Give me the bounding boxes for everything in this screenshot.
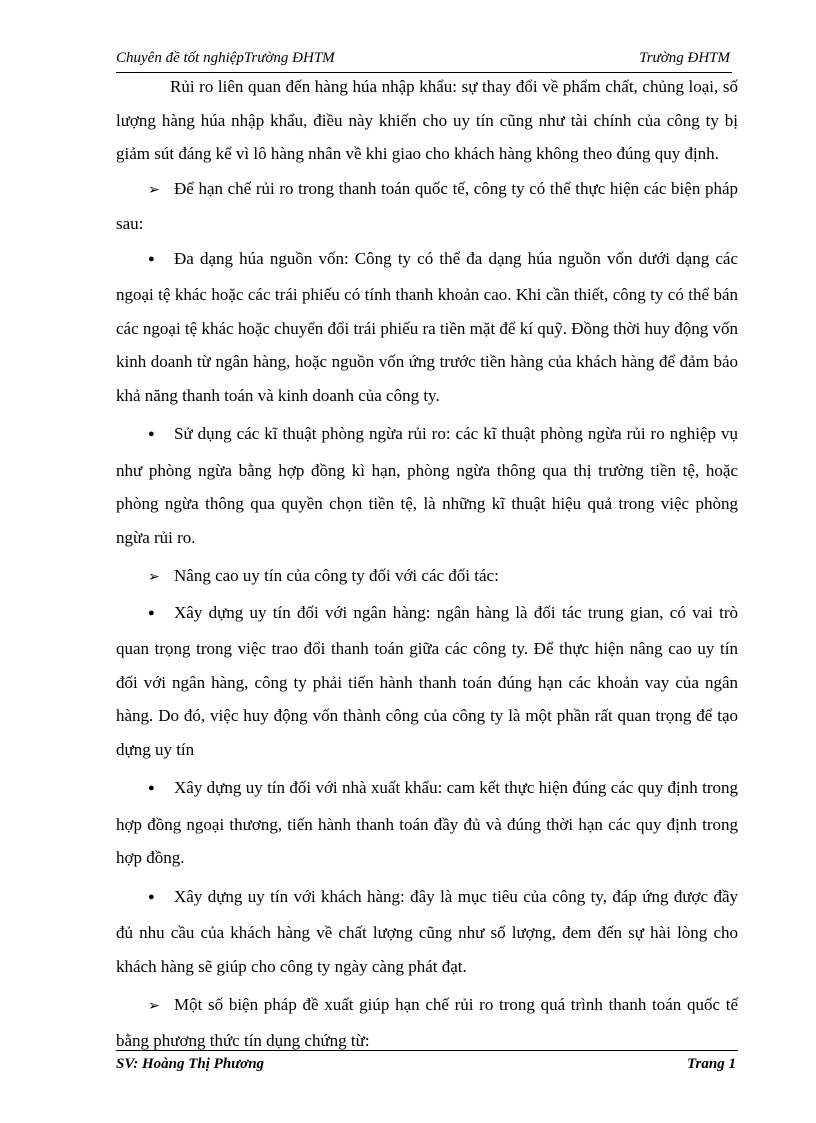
bullet-list-item: ● Xây dựng uy tín đối với nhà xuất khẩu: cam kết thực hiện đúng các quy định trong hợp đồng ngoại thương, tiến hành thanh toán đầy đủ và đúng thời hạn các quy định trong hợp đồng.	[116, 771, 738, 875]
arrow-list-item: ➢ Nâng cao uy tín của công ty đối với các đối tác:	[116, 559, 738, 595]
header-school: Trường ĐHTM	[639, 50, 730, 66]
page-header	[116, 46, 732, 73]
header-title: Chuyên đề tốt nghiệpTrường ĐHTM	[116, 50, 335, 66]
bullet-icon: ●	[148, 428, 155, 440]
bullet-icon: ●	[148, 890, 155, 903]
bullet-list-item: ● Đa dạng húa nguồn vốn: Công ty có thể đa dạng húa nguồn vốn dưới dạng các ngoại tệ khác hoặc các trái phiếu có tính thanh khoản cao. Khi cần thiết, công ty có thể bán các ngoại tệ khác hoặc chuyển đổi trái phiếu ra tiền mặt để kí quỹ. Đồng thời huy động vốn kinh doanh từ ngân hàng, hoặc nguồn vốn ứng trước tiền hàng của khách hàng để đảm bảo khả năng thanh toán và kinh doanh của công ty.	[116, 242, 738, 413]
page-footer	[116, 1050, 738, 1072]
footer-page-number: Trang 1	[686, 1056, 736, 1072]
bullet-icon: ●	[148, 252, 155, 265]
bullet-list-item: ● Xây dựng uy tín với khách hàng: đây là mục tiêu của công ty, đáp ứng được đầy đủ nhu cầu của khách hàng về chất lượng cũng như số lượng, đem đến sự hài lòng cho khách hàng sẽ giúp cho công ty ngày càng phát đạt.	[116, 880, 738, 984]
bullet-icon: ●	[148, 606, 155, 619]
arrow-bullet-icon: ➢	[148, 182, 160, 198]
arrow-bullet-icon: ➢	[148, 570, 160, 585]
arrow-list-item: ➢ Để hạn chế rủi ro trong thanh toán quốc tế, công ty có thể thực hiện các biện pháp sau:	[116, 172, 738, 241]
bullet-list-item: ● Xây dựng uy tín đối với ngân hàng: ngân hàng là đối tác trung gian, có vai trò quan trọng trong việc trao đổi thanh toán giữa các công ty. Để thực hiện nâng cao uy tín đối với ngân hàng, công ty phải tiến hành thanh toán đúng hạn các khoản vay của ngân hàng. Do đó, việc huy động vốn thành công của công ty là một phần rất quan trọng để tạo dựng uy tín	[116, 596, 738, 767]
document-body	[116, 70, 738, 1058]
arrow-bullet-icon: ➢	[148, 999, 160, 1014]
bullet-icon: ●	[148, 782, 155, 794]
arrow-list-item: ➢ Một số biện pháp đề xuất giúp hạn chế rủi ro trong quá trình thanh toán quốc tế bằng phương thức tín dụng chứng từ:	[116, 988, 738, 1057]
footer-author: SV: Hoàng Thị Phương	[116, 1056, 265, 1072]
bullet-list-item: ● Sử dụng các kĩ thuật phòng ngừa rủi ro: các kĩ thuật phòng ngừa rủi ro nghiệp vụ như phòng ngừa bằng hợp đồng kì hạn, phòng ngừa thông qua thị trường tiền tệ, hoặc phòng ngừa thông qua quyền chọn tiền tệ, là những kĩ thuật hiệu quả trong việc phòng ngừa rủi ro.	[116, 417, 738, 554]
paragraph: Rủi ro liên quan đến hàng húa nhập khẩu: sự thay đổi về phẩm chất, chủng loại, số lượng hàng húa nhập khẩu, điều này khiến cho uy tín cũng như tài chính của công ty bị giảm sút đáng kể vì lô hàng nhân về khi giao cho khách hàng không theo đúng quy định.	[116, 77, 738, 163]
